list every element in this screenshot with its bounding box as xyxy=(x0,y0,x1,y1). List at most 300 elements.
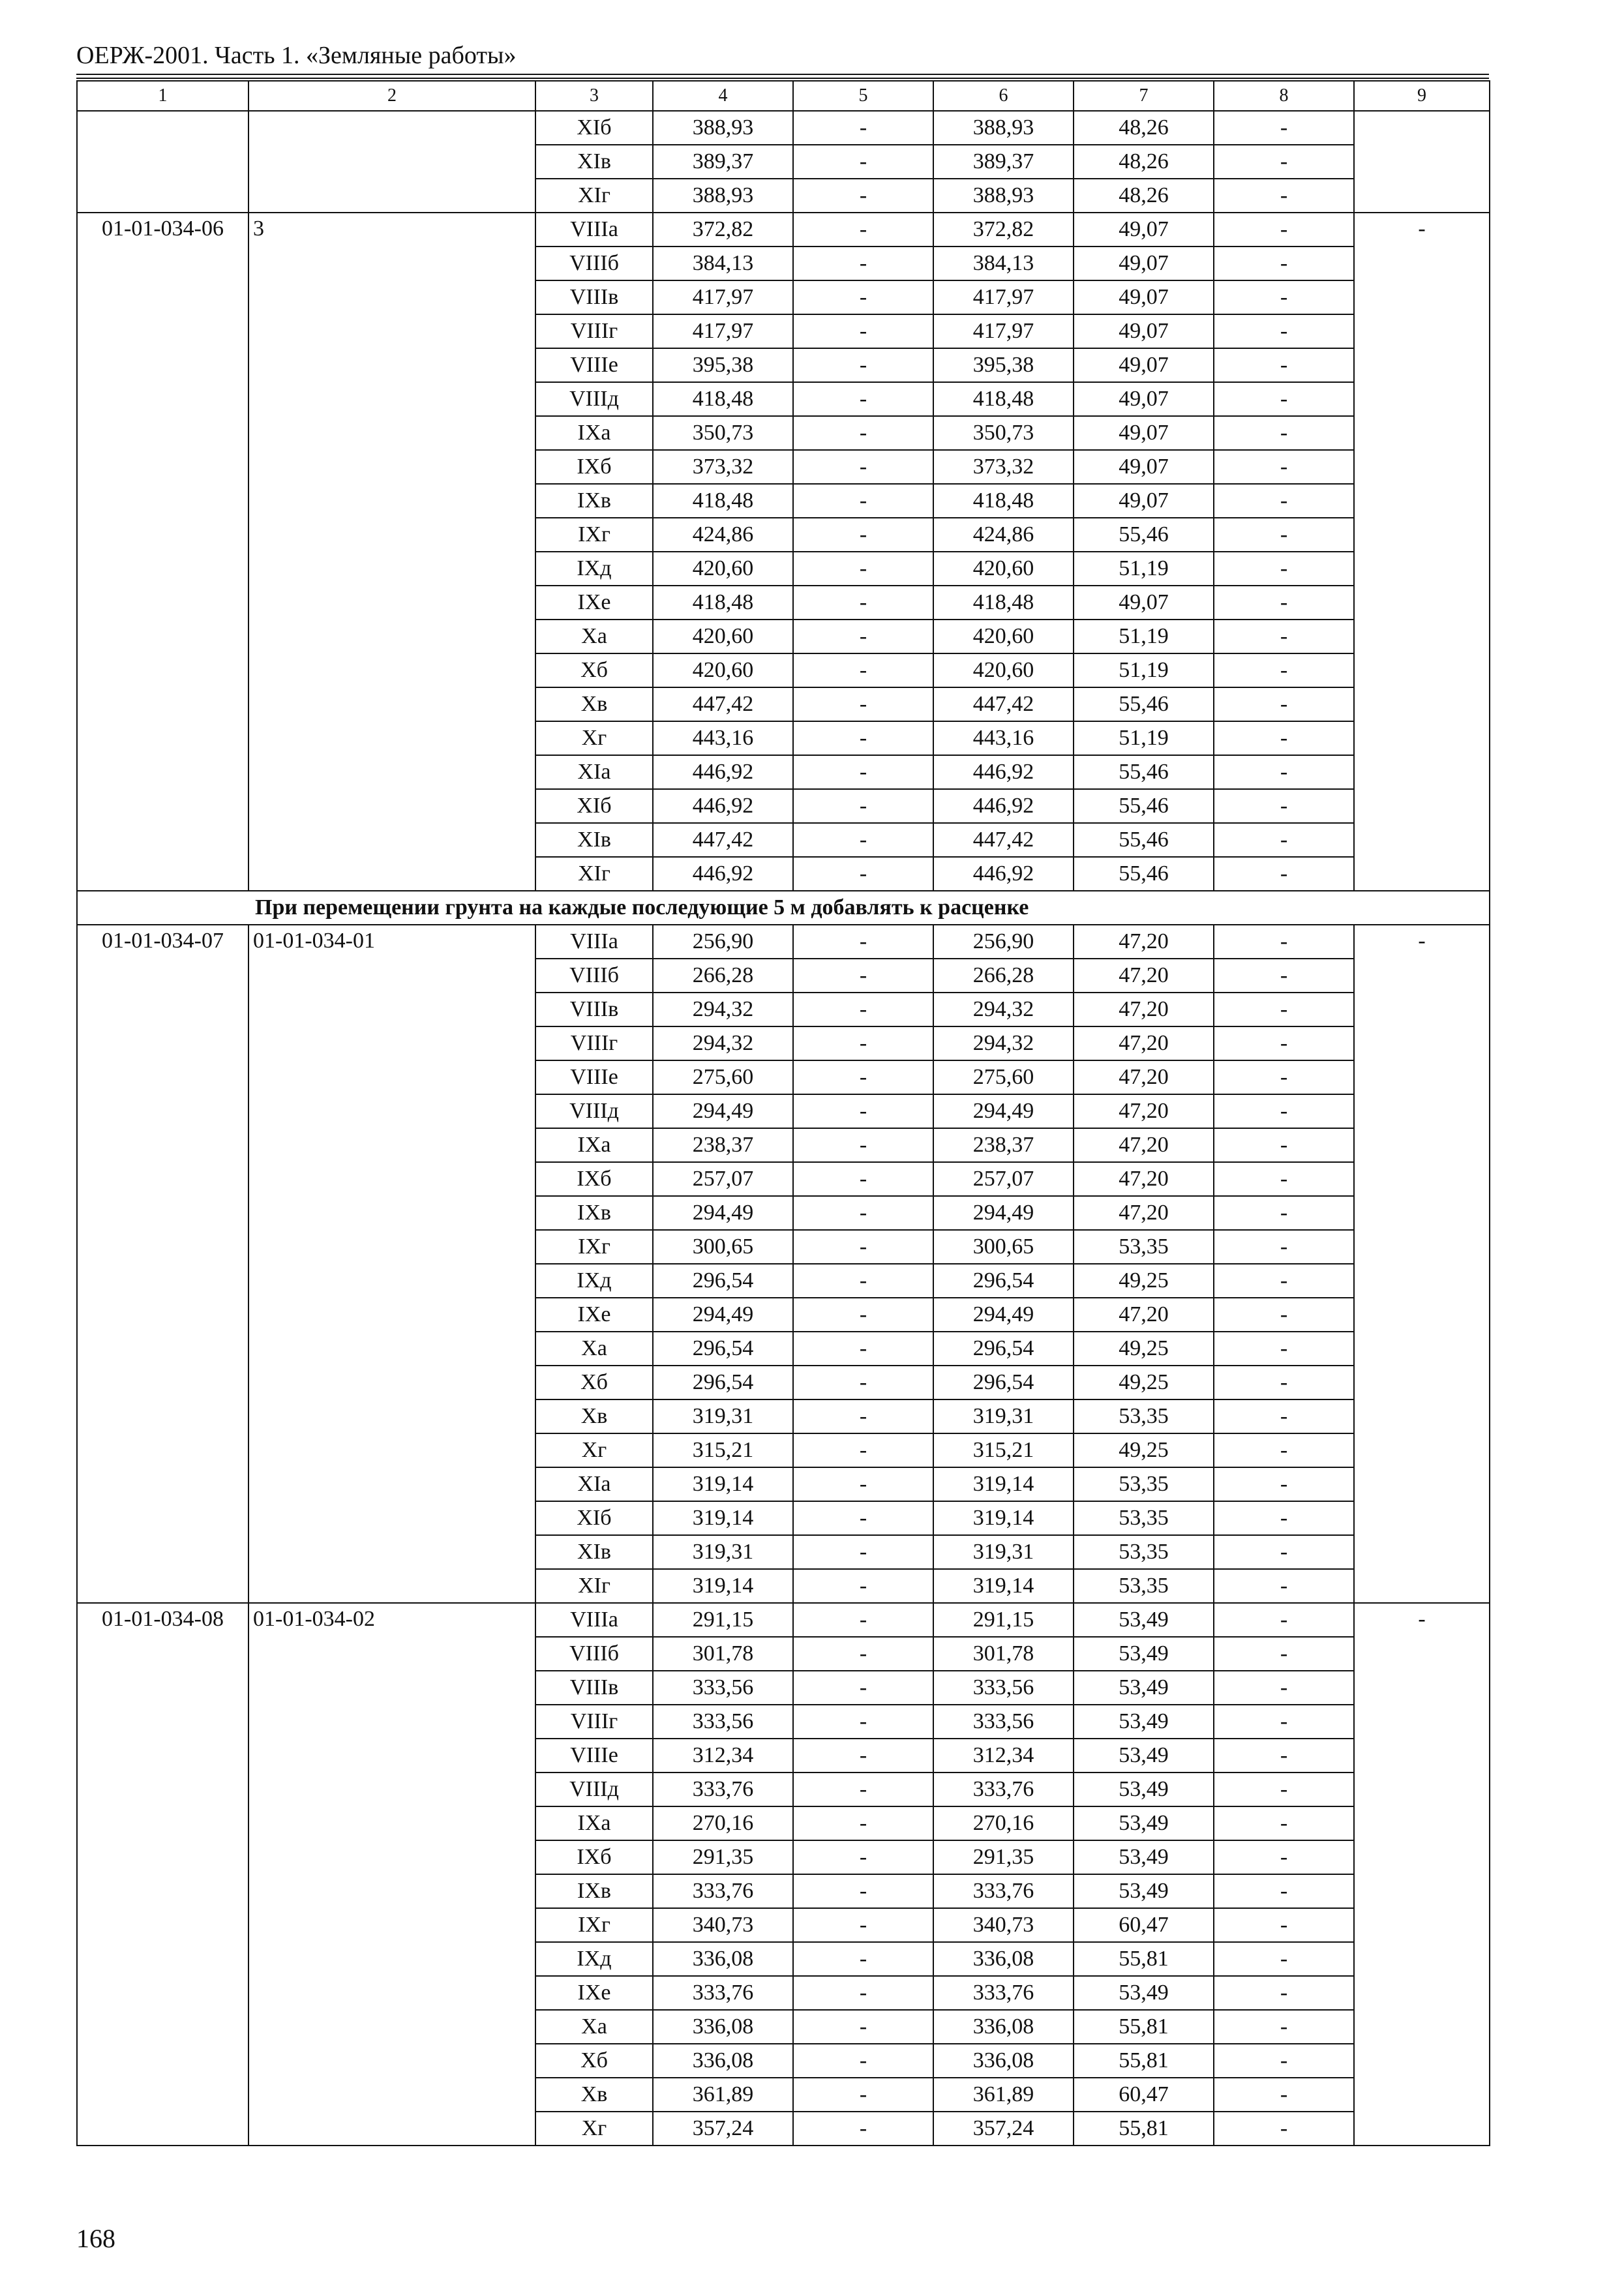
value-col8-cell: - xyxy=(1214,993,1354,1026)
value-col8-cell: - xyxy=(1214,1162,1354,1196)
soil-group-cell: VIIIг xyxy=(535,314,653,348)
value-col7-cell: 49,07 xyxy=(1074,382,1214,416)
value-col5-cell: - xyxy=(793,1908,933,1942)
value-col8-cell: - xyxy=(1214,1433,1354,1467)
column-number-cell: 9 xyxy=(1354,81,1490,111)
value-col8-cell: - xyxy=(1214,1332,1354,1366)
soil-group-cell: VIIIв xyxy=(535,993,653,1026)
value-col5-cell: - xyxy=(793,2112,933,2146)
value-col5-cell: - xyxy=(793,1976,933,2010)
soil-group-cell: VIIIг xyxy=(535,1705,653,1739)
value-col6-cell: 294,32 xyxy=(933,993,1074,1026)
value-col8-cell: - xyxy=(1214,1569,1354,1603)
value-col7-cell: 49,07 xyxy=(1074,314,1214,348)
value-col4-cell: 418,48 xyxy=(653,382,793,416)
value-col4-cell: 333,76 xyxy=(653,1773,793,1806)
value-col8-cell: - xyxy=(1214,1908,1354,1942)
soil-group-cell: VIIIд xyxy=(535,1773,653,1806)
value-col5-cell: - xyxy=(793,653,933,687)
value-col7-cell: 49,07 xyxy=(1074,348,1214,382)
value-col7-cell: 53,35 xyxy=(1074,1569,1214,1603)
value-col8-cell: - xyxy=(1214,1264,1354,1298)
header-rule-top xyxy=(76,74,1489,75)
value-col7-cell: 60,47 xyxy=(1074,2078,1214,2112)
value-col8-cell: - xyxy=(1214,416,1354,450)
value-col4-cell: 420,60 xyxy=(653,620,793,653)
soil-group-cell: IXа xyxy=(535,416,653,450)
column-number-cell: 2 xyxy=(248,81,535,111)
value-col8-cell: - xyxy=(1214,1874,1354,1908)
column-number-cell: 7 xyxy=(1074,81,1214,111)
column-9-cell: - xyxy=(1354,213,1490,891)
value-col6-cell: 319,14 xyxy=(933,1467,1074,1501)
soil-group-cell: Xг xyxy=(535,1433,653,1467)
soil-group-cell: VIIIе xyxy=(535,348,653,382)
value-col5-cell: - xyxy=(793,925,933,959)
soil-group-cell: XIб xyxy=(535,111,653,145)
value-col6-cell: 296,54 xyxy=(933,1366,1074,1399)
soil-group-cell: VIIIг xyxy=(535,1026,653,1060)
soil-group-cell: XIг xyxy=(535,1569,653,1603)
value-col6-cell: 296,54 xyxy=(933,1332,1074,1366)
value-col4-cell: 388,93 xyxy=(653,179,793,213)
value-col6-cell: 361,89 xyxy=(933,2078,1074,2112)
value-col8-cell: - xyxy=(1214,1060,1354,1094)
value-col4-cell: 333,56 xyxy=(653,1671,793,1705)
value-col4-cell: 447,42 xyxy=(653,823,793,857)
value-col4-cell: 257,07 xyxy=(653,1162,793,1196)
value-col7-cell: 55,46 xyxy=(1074,755,1214,789)
value-col4-cell: 417,97 xyxy=(653,280,793,314)
soil-group-cell: IXа xyxy=(535,1806,653,1840)
value-col8-cell: - xyxy=(1214,959,1354,993)
value-col8-cell: - xyxy=(1214,450,1354,484)
value-col6-cell: 424,86 xyxy=(933,518,1074,552)
value-col6-cell: 417,97 xyxy=(933,314,1074,348)
soil-group-cell: VIIIа xyxy=(535,213,653,247)
column-number-cell: 5 xyxy=(793,81,933,111)
value-col7-cell: 49,25 xyxy=(1074,1366,1214,1399)
column-number-cell: 3 xyxy=(535,81,653,111)
value-col8-cell: - xyxy=(1214,586,1354,620)
value-col4-cell: 418,48 xyxy=(653,484,793,518)
value-col5-cell: - xyxy=(793,1942,933,1976)
value-col8-cell: - xyxy=(1214,1399,1354,1433)
value-col7-cell: 55,46 xyxy=(1074,518,1214,552)
value-col4-cell: 418,48 xyxy=(653,586,793,620)
value-col8-cell: - xyxy=(1214,1026,1354,1060)
value-col6-cell: 417,97 xyxy=(933,280,1074,314)
value-col4-cell: 388,93 xyxy=(653,111,793,145)
value-col7-cell: 47,20 xyxy=(1074,1298,1214,1332)
value-col4-cell: 296,54 xyxy=(653,1332,793,1366)
value-col6-cell: 395,38 xyxy=(933,348,1074,382)
value-col6-cell: 300,65 xyxy=(933,1230,1074,1264)
value-col4-cell: 315,21 xyxy=(653,1433,793,1467)
table-body xyxy=(77,81,1490,2146)
value-col5-cell: - xyxy=(793,1773,933,1806)
value-col5-cell: - xyxy=(793,1399,933,1433)
value-col4-cell: 336,08 xyxy=(653,2044,793,2078)
value-col6-cell: 420,60 xyxy=(933,552,1074,586)
soil-group-cell: VIIIе xyxy=(535,1739,653,1773)
value-col6-cell: 350,73 xyxy=(933,416,1074,450)
value-col6-cell: 340,73 xyxy=(933,1908,1074,1942)
soil-group-cell: XIг xyxy=(535,179,653,213)
soil-group-cell: IXд xyxy=(535,552,653,586)
value-col5-cell: - xyxy=(793,1230,933,1264)
value-col5-cell: - xyxy=(793,416,933,450)
value-col5-cell: - xyxy=(793,1128,933,1162)
value-col4-cell: 333,76 xyxy=(653,1874,793,1908)
value-col8-cell: - xyxy=(1214,1942,1354,1976)
soil-group-cell: IXб xyxy=(535,450,653,484)
value-col7-cell: 55,81 xyxy=(1074,1942,1214,1976)
value-col5-cell: - xyxy=(793,1060,933,1094)
table-row xyxy=(77,111,1490,145)
value-col6-cell: 333,76 xyxy=(933,1874,1074,1908)
value-col4-cell: 256,90 xyxy=(653,925,793,959)
value-col6-cell: 388,93 xyxy=(933,111,1074,145)
value-col6-cell: 275,60 xyxy=(933,1060,1074,1094)
value-col8-cell: - xyxy=(1214,1671,1354,1705)
value-col8-cell: - xyxy=(1214,145,1354,179)
soil-group-cell: IXе xyxy=(535,1976,653,2010)
value-col7-cell: 53,35 xyxy=(1074,1399,1214,1433)
value-col8-cell: - xyxy=(1214,1467,1354,1501)
soil-group-cell: VIIIа xyxy=(535,925,653,959)
value-col6-cell: 333,76 xyxy=(933,1976,1074,2010)
soil-group-cell: IXг xyxy=(535,1230,653,1264)
soil-group-cell: IXв xyxy=(535,484,653,518)
value-col8-cell: - xyxy=(1214,687,1354,721)
value-col7-cell: 55,46 xyxy=(1074,687,1214,721)
value-col7-cell: 53,49 xyxy=(1074,1637,1214,1671)
soil-group-cell: XIг xyxy=(535,857,653,891)
table-row xyxy=(77,213,1490,247)
value-col5-cell: - xyxy=(793,1840,933,1874)
value-col7-cell: 53,49 xyxy=(1074,1671,1214,1705)
value-col4-cell: 294,49 xyxy=(653,1196,793,1230)
value-col5-cell: - xyxy=(793,1026,933,1060)
value-col5-cell: - xyxy=(793,348,933,382)
value-col8-cell: - xyxy=(1214,213,1354,247)
value-col8-cell: - xyxy=(1214,1094,1354,1128)
value-col5-cell: - xyxy=(793,382,933,416)
value-col4-cell: 357,24 xyxy=(653,2112,793,2146)
value-col8-cell: - xyxy=(1214,755,1354,789)
value-col4-cell: 319,31 xyxy=(653,1399,793,1433)
value-col5-cell: - xyxy=(793,247,933,280)
value-col6-cell: 333,76 xyxy=(933,1773,1074,1806)
value-col8-cell: - xyxy=(1214,1637,1354,1671)
value-col7-cell: 47,20 xyxy=(1074,1128,1214,1162)
value-col5-cell: - xyxy=(793,518,933,552)
value-col4-cell: 300,65 xyxy=(653,1230,793,1264)
soil-group-cell: IXв xyxy=(535,1874,653,1908)
value-col4-cell: 446,92 xyxy=(653,857,793,891)
value-col8-cell: - xyxy=(1214,789,1354,823)
value-col5-cell: - xyxy=(793,145,933,179)
value-col7-cell: 47,20 xyxy=(1074,959,1214,993)
value-col6-cell: 418,48 xyxy=(933,382,1074,416)
value-col7-cell: 51,19 xyxy=(1074,552,1214,586)
column-number-row xyxy=(77,81,1490,111)
soil-group-cell: IXд xyxy=(535,1264,653,1298)
value-col7-cell: 47,20 xyxy=(1074,1026,1214,1060)
value-col4-cell: 350,73 xyxy=(653,416,793,450)
value-col8-cell: - xyxy=(1214,1840,1354,1874)
value-col6-cell: 336,08 xyxy=(933,1942,1074,1976)
value-col8-cell: - xyxy=(1214,2112,1354,2146)
soil-group-cell: IXг xyxy=(535,518,653,552)
soil-group-cell: XIа xyxy=(535,1467,653,1501)
soil-group-cell: XIв xyxy=(535,145,653,179)
value-col4-cell: 446,92 xyxy=(653,789,793,823)
value-col8-cell: - xyxy=(1214,653,1354,687)
value-col5-cell: - xyxy=(793,721,933,755)
value-col5-cell: - xyxy=(793,1569,933,1603)
value-col4-cell: 446,92 xyxy=(653,755,793,789)
soil-group-cell: VIIIб xyxy=(535,959,653,993)
value-col5-cell: - xyxy=(793,1603,933,1637)
value-col5-cell: - xyxy=(793,1264,933,1298)
value-col8-cell: - xyxy=(1214,348,1354,382)
value-col5-cell: - xyxy=(793,111,933,145)
soil-group-cell: VIIIб xyxy=(535,1637,653,1671)
page-number: 168 xyxy=(76,2224,115,2253)
value-col8-cell: - xyxy=(1214,1739,1354,1773)
value-col6-cell: 357,24 xyxy=(933,2112,1074,2146)
value-col6-cell: 446,92 xyxy=(933,755,1074,789)
value-col7-cell: 53,49 xyxy=(1074,1840,1214,1874)
soil-group-cell: IXв xyxy=(535,1196,653,1230)
value-col5-cell: - xyxy=(793,179,933,213)
value-col5-cell: - xyxy=(793,1433,933,1467)
value-col5-cell: - xyxy=(793,1467,933,1501)
value-col4-cell: 384,13 xyxy=(653,247,793,280)
value-col6-cell: 447,42 xyxy=(933,823,1074,857)
value-col4-cell: 270,16 xyxy=(653,1806,793,1840)
value-col7-cell: 47,20 xyxy=(1074,1094,1214,1128)
rate-code-cell: 01-01-034-07 xyxy=(77,925,248,1603)
value-col5-cell: - xyxy=(793,314,933,348)
value-col6-cell: 257,07 xyxy=(933,1162,1074,1196)
value-col8-cell: - xyxy=(1214,2010,1354,2044)
value-col8-cell: - xyxy=(1214,1976,1354,2010)
value-col5-cell: - xyxy=(793,2044,933,2078)
value-col5-cell: - xyxy=(793,1501,933,1535)
value-col4-cell: 294,32 xyxy=(653,993,793,1026)
value-col7-cell: 55,46 xyxy=(1074,823,1214,857)
value-col7-cell: 48,26 xyxy=(1074,111,1214,145)
soil-group-cell: Xг xyxy=(535,2112,653,2146)
soil-group-cell: VIIIа xyxy=(535,1603,653,1637)
value-col6-cell: 291,15 xyxy=(933,1603,1074,1637)
page-header: ОЕРЖ-2001. Часть 1. «Земляные работы» xyxy=(76,42,517,69)
value-col8-cell: - xyxy=(1214,620,1354,653)
value-col7-cell: 53,35 xyxy=(1074,1230,1214,1264)
rate-code-cell xyxy=(77,111,248,213)
soil-group-cell: IXе xyxy=(535,1298,653,1332)
value-col8-cell: - xyxy=(1214,1366,1354,1399)
value-col5-cell: - xyxy=(793,450,933,484)
value-col4-cell: 291,15 xyxy=(653,1603,793,1637)
value-col6-cell: 294,49 xyxy=(933,1298,1074,1332)
value-col7-cell: 55,81 xyxy=(1074,2044,1214,2078)
value-col6-cell: 418,48 xyxy=(933,586,1074,620)
value-col4-cell: 424,86 xyxy=(653,518,793,552)
rate-code-cell: 01-01-034-06 xyxy=(77,213,248,891)
value-col6-cell: 312,34 xyxy=(933,1739,1074,1773)
soil-group-cell: Xб xyxy=(535,2044,653,2078)
value-col4-cell: 319,14 xyxy=(653,1467,793,1501)
value-col8-cell: - xyxy=(1214,280,1354,314)
value-col7-cell: 55,81 xyxy=(1074,2010,1214,2044)
value-col7-cell: 53,35 xyxy=(1074,1467,1214,1501)
value-col4-cell: 333,76 xyxy=(653,1976,793,2010)
value-col6-cell: 336,08 xyxy=(933,2044,1074,2078)
value-col8-cell: - xyxy=(1214,314,1354,348)
value-col7-cell: 48,26 xyxy=(1074,179,1214,213)
value-col4-cell: 417,97 xyxy=(653,314,793,348)
soil-group-cell: XIа xyxy=(535,755,653,789)
value-col5-cell: - xyxy=(793,1332,933,1366)
value-col4-cell: 319,14 xyxy=(653,1569,793,1603)
value-col5-cell: - xyxy=(793,213,933,247)
value-col4-cell: 294,49 xyxy=(653,1298,793,1332)
value-col4-cell: 319,14 xyxy=(653,1501,793,1535)
value-col8-cell: - xyxy=(1214,111,1354,145)
value-col6-cell: 294,32 xyxy=(933,1026,1074,1060)
value-col6-cell: 373,32 xyxy=(933,450,1074,484)
value-col4-cell: 443,16 xyxy=(653,721,793,755)
value-col6-cell: 446,92 xyxy=(933,857,1074,891)
value-col7-cell: 49,07 xyxy=(1074,416,1214,450)
value-col6-cell: 333,56 xyxy=(933,1671,1074,1705)
value-col6-cell: 420,60 xyxy=(933,653,1074,687)
value-col7-cell: 55,46 xyxy=(1074,857,1214,891)
value-col5-cell: - xyxy=(793,1637,933,1671)
value-col7-cell: 60,47 xyxy=(1074,1908,1214,1942)
value-col8-cell: - xyxy=(1214,1535,1354,1569)
value-col6-cell: 266,28 xyxy=(933,959,1074,993)
value-col8-cell: - xyxy=(1214,484,1354,518)
value-col6-cell: 319,14 xyxy=(933,1501,1074,1535)
value-col4-cell: 301,78 xyxy=(653,1637,793,1671)
value-col8-cell: - xyxy=(1214,247,1354,280)
soil-group-cell: IXб xyxy=(535,1840,653,1874)
value-col6-cell: 447,42 xyxy=(933,687,1074,721)
soil-group-cell: IXд xyxy=(535,1942,653,1976)
value-col5-cell: - xyxy=(793,2010,933,2044)
value-col8-cell: - xyxy=(1214,823,1354,857)
value-col7-cell: 51,19 xyxy=(1074,721,1214,755)
value-col6-cell: 384,13 xyxy=(933,247,1074,280)
value-col4-cell: 420,60 xyxy=(653,653,793,687)
soil-group-cell: Xа xyxy=(535,1332,653,1366)
value-col8-cell: - xyxy=(1214,1603,1354,1637)
value-col4-cell: 420,60 xyxy=(653,552,793,586)
value-col7-cell: 47,20 xyxy=(1074,1060,1214,1094)
table-row xyxy=(77,925,1490,959)
value-col7-cell: 49,07 xyxy=(1074,484,1214,518)
section-row xyxy=(77,891,1490,925)
value-col7-cell: 49,25 xyxy=(1074,1332,1214,1366)
value-col4-cell: 372,82 xyxy=(653,213,793,247)
soil-group-cell: VIIIд xyxy=(535,1094,653,1128)
value-col8-cell: - xyxy=(1214,1230,1354,1264)
soil-group-cell: IXа xyxy=(535,1128,653,1162)
value-col8-cell: - xyxy=(1214,925,1354,959)
value-col7-cell: 47,20 xyxy=(1074,993,1214,1026)
soil-group-cell: XIб xyxy=(535,789,653,823)
value-col6-cell: 296,54 xyxy=(933,1264,1074,1298)
value-col5-cell: - xyxy=(793,484,933,518)
value-col8-cell: - xyxy=(1214,552,1354,586)
value-col7-cell: 49,07 xyxy=(1074,586,1214,620)
reference-cell xyxy=(248,111,535,213)
value-col4-cell: 447,42 xyxy=(653,687,793,721)
value-col5-cell: - xyxy=(793,552,933,586)
value-col7-cell: 47,20 xyxy=(1074,1196,1214,1230)
value-col4-cell: 361,89 xyxy=(653,2078,793,2112)
value-col6-cell: 319,14 xyxy=(933,1569,1074,1603)
value-col5-cell: - xyxy=(793,620,933,653)
value-col5-cell: - xyxy=(793,1874,933,1908)
value-col5-cell: - xyxy=(793,1196,933,1230)
value-col6-cell: 291,35 xyxy=(933,1840,1074,1874)
value-col4-cell: 336,08 xyxy=(653,1942,793,1976)
value-col5-cell: - xyxy=(793,1535,933,1569)
soil-group-cell: VIIIв xyxy=(535,1671,653,1705)
value-col5-cell: - xyxy=(793,1162,933,1196)
value-col7-cell: 53,49 xyxy=(1074,1976,1214,2010)
value-col5-cell: - xyxy=(793,755,933,789)
value-col6-cell: 446,92 xyxy=(933,789,1074,823)
value-col5-cell: - xyxy=(793,1094,933,1128)
value-col7-cell: 53,49 xyxy=(1074,1739,1214,1773)
section-title: При перемещении грунта на каждые последующие 5 м добавлять к расценке xyxy=(77,891,1490,925)
value-col4-cell: 275,60 xyxy=(653,1060,793,1094)
value-col7-cell: 49,07 xyxy=(1074,280,1214,314)
soil-group-cell: Xа xyxy=(535,2010,653,2044)
value-col5-cell: - xyxy=(793,1298,933,1332)
value-col4-cell: 373,32 xyxy=(653,450,793,484)
value-col7-cell: 47,20 xyxy=(1074,1162,1214,1196)
soil-group-cell: Xв xyxy=(535,2078,653,2112)
value-col7-cell: 47,20 xyxy=(1074,925,1214,959)
soil-group-cell: Xб xyxy=(535,653,653,687)
value-col6-cell: 418,48 xyxy=(933,484,1074,518)
value-col8-cell: - xyxy=(1214,857,1354,891)
value-col5-cell: - xyxy=(793,857,933,891)
value-col4-cell: 296,54 xyxy=(653,1264,793,1298)
column-number-cell: 6 xyxy=(933,81,1074,111)
rates-table xyxy=(76,80,1490,2146)
value-col8-cell: - xyxy=(1214,721,1354,755)
value-col4-cell: 333,56 xyxy=(653,1705,793,1739)
value-col8-cell: - xyxy=(1214,1705,1354,1739)
value-col8-cell: - xyxy=(1214,382,1354,416)
value-col6-cell: 294,49 xyxy=(933,1196,1074,1230)
value-col8-cell: - xyxy=(1214,1196,1354,1230)
table-row xyxy=(77,1603,1490,1637)
value-col6-cell: 443,16 xyxy=(933,721,1074,755)
value-col5-cell: - xyxy=(793,1806,933,1840)
soil-group-cell: Xв xyxy=(535,687,653,721)
value-col7-cell: 55,81 xyxy=(1074,2112,1214,2146)
